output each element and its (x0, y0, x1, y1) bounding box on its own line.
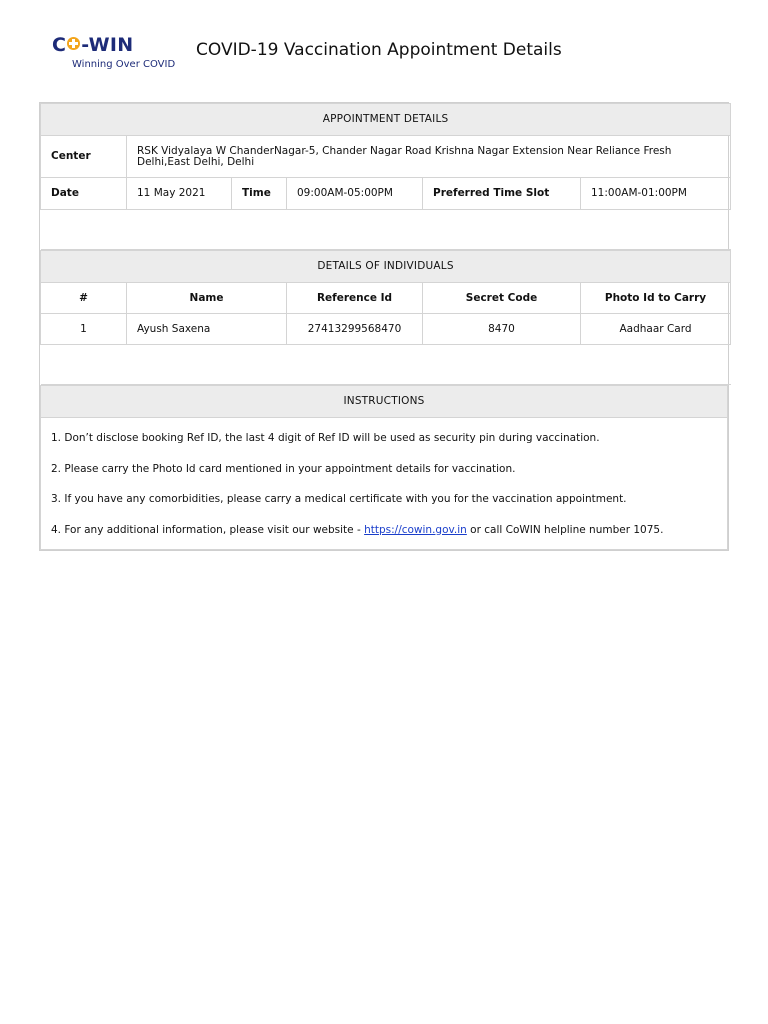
appointment-sheet (39, 102, 729, 551)
time-value: 09:00AM-05:00PM (287, 178, 423, 210)
page-header (0, 0, 768, 100)
date-time-row (41, 178, 731, 210)
individuals-table (40, 250, 731, 385)
individuals-section-header (41, 251, 731, 283)
cowin-website-link[interactable]: https://cowin.gov.in (364, 523, 467, 536)
plus-icon (67, 37, 80, 50)
instructions-list (51, 418, 717, 549)
logo-wordmark: C -WIN (52, 34, 134, 56)
column-header-reference-id: Reference Id (287, 283, 423, 314)
preferred-slot-label: Preferred Time Slot (423, 178, 581, 210)
center-address-line1: RSK Vidyalaya W ChanderNagar-5, Chander Nagar Road Krishna Nagar Extension Near Reliance Fresh (137, 144, 672, 157)
row-number: 1 (41, 314, 127, 345)
page-title: COVID-19 Vaccination Appointment Details (196, 40, 562, 60)
column-header-name: Name (127, 283, 287, 314)
individuals-section-title: DETAILS OF INDIVIDUALS (41, 251, 731, 283)
instructions-table (40, 385, 728, 550)
appointment-table (40, 103, 731, 250)
individuals-header-row (41, 283, 731, 314)
center-value (127, 136, 731, 178)
logo-tagline: Winning Over COVID (72, 59, 176, 70)
table-row (41, 314, 731, 345)
instruction-item: 3. If you have any comorbidities, please carry a medical certificate with you for the vaccination appointment. (51, 493, 627, 505)
spacer-row (41, 345, 731, 385)
appointment-section-title: APPOINTMENT DETAILS (41, 104, 731, 136)
photo-id-to-carry: Aadhaar Card (581, 314, 731, 345)
column-header-number: # (41, 283, 127, 314)
date-label: Date (41, 178, 127, 210)
column-header-secret-code: Secret Code (423, 283, 581, 314)
instructions-section-header (41, 386, 728, 418)
center-address-line2: Delhi,East Delhi, Delhi (137, 155, 255, 168)
instruction-item: 4. For any additional information, please visit our website - https://cowin.gov.in or call CoWIN helpline number 1075. (51, 523, 664, 536)
date-value: 11 May 2021 (127, 178, 232, 210)
instructions-row (41, 418, 728, 550)
beneficiary-name: Ayush Saxena (127, 314, 287, 345)
center-label: Center (41, 136, 127, 178)
cowin-logo (52, 33, 182, 75)
center-row (41, 136, 731, 178)
appointment-section-header (41, 104, 731, 136)
spacer-row (41, 210, 731, 250)
preferred-slot-value: 11:00AM-01:00PM (581, 178, 731, 210)
reference-id: 27413299568470 (287, 314, 423, 345)
column-header-photo-id: Photo Id to Carry (581, 283, 731, 314)
instruction-item: 2. Please carry the Photo Id card mentioned in your appointment details for vaccination. (51, 462, 516, 475)
time-label: Time (232, 178, 287, 210)
instructions-section-title: INSTRUCTIONS (41, 386, 728, 418)
instruction-item: 1. Don’t disclose booking Ref ID, the last 4 digit of Ref ID will be used as security pin during vaccination. (51, 432, 600, 444)
secret-code: 8470 (423, 314, 581, 345)
